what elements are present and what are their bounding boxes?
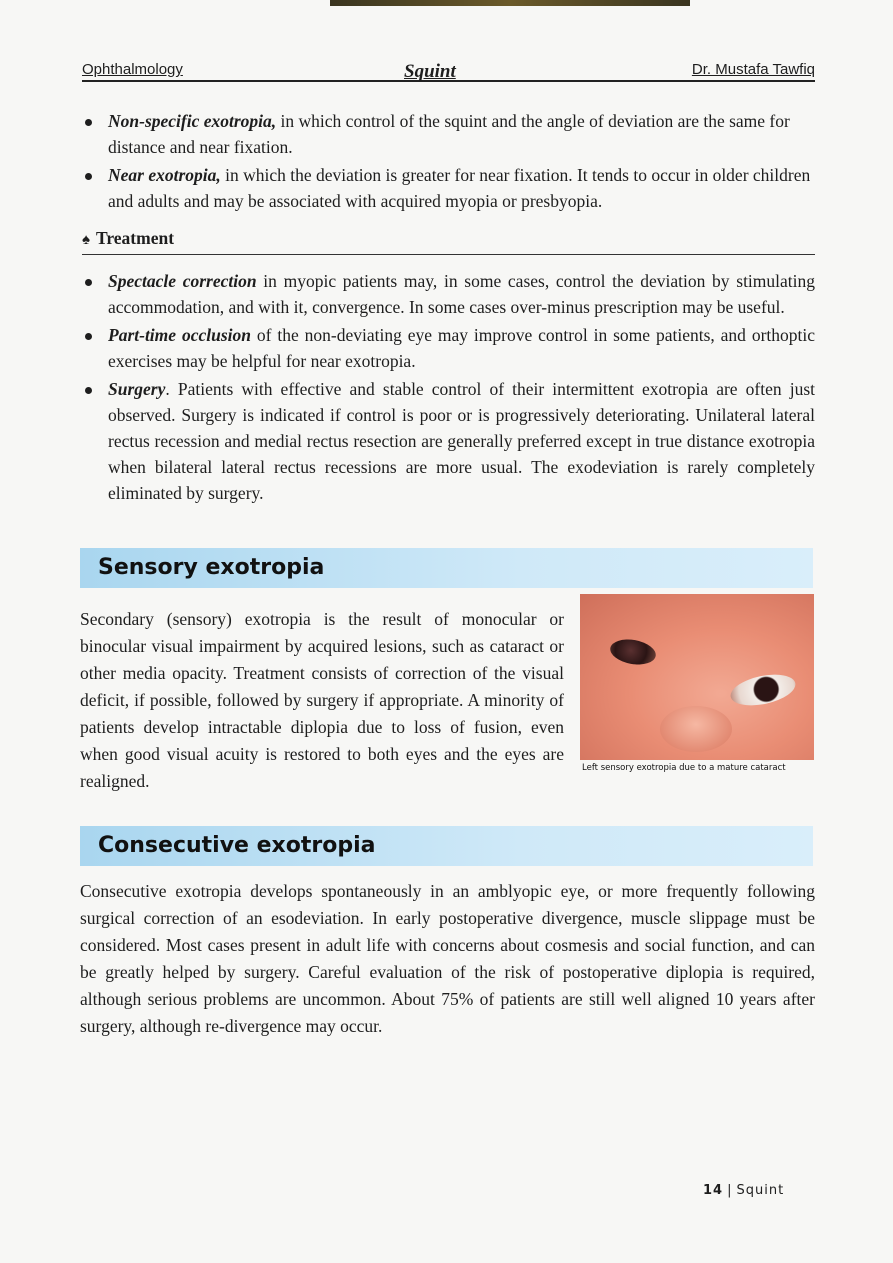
treatment-list	[82, 268, 815, 508]
bullet-icon	[85, 279, 92, 286]
photo-caption: Left sensory exotropia due to a mature cataract	[582, 763, 786, 773]
list-item	[82, 322, 815, 374]
header-chapter: Squint	[404, 61, 456, 82]
bullet-icon	[85, 119, 92, 126]
bullet-icon	[85, 387, 92, 394]
list-item-term: Non-specific exotropia,	[108, 111, 277, 131]
treatment-heading-text: Treatment	[95, 228, 175, 248]
page-footer	[703, 1183, 784, 1198]
section-title-sensory: Sensory exotropia	[80, 548, 813, 588]
header-author: Dr. Mustafa Tawfiq	[691, 61, 815, 78]
list-item-text: . Patients with effective and stable control of their intermittent exotropia are often just observed. Surgery is indicated if control is poor or is progressively deteriorating. Unilateral lateral rectus recession and medial rectus resection are generally preferred except in true distance exotropia when bilateral lateral rectus recessions are more usual. The exodeviation is rarely completely eliminated by surgery.	[108, 379, 815, 503]
list-item	[82, 376, 815, 506]
list-item-text: in which control of the squint and the angle of deviation are the same for distance and near fixation.	[108, 111, 790, 157]
list-item	[82, 108, 815, 160]
sensory-paragraph: Secondary (sensory) exotropia is the result of monocular or binocular visual impairment by acquired lesions, such as cataract or other media opacity. Treatment consists of correction of the visual deficit, if possible, followed by surgery if appropriate. A minority of patients develop intractable diplopia due to loss of fusion, even when good visual acuity is restored to both eyes and the eyes are realigned.	[80, 609, 564, 791]
bullet-icon	[85, 173, 92, 180]
list-item-term: Surgery	[108, 379, 166, 399]
clinical-photo	[580, 594, 814, 760]
nose-image	[660, 706, 732, 752]
header-subject: Ophthalmology	[82, 61, 183, 78]
spade-icon: ♠	[82, 232, 90, 248]
list-item-term: Part-time occlusion	[108, 325, 251, 345]
list-item	[82, 268, 815, 320]
list-item	[82, 162, 815, 214]
list-item-text: in which the deviation is greater for near fixation. It tends to occur in older children and adults and may be associated with acquired myopia or presbyopia.	[108, 165, 811, 211]
top-edge-band	[330, 0, 690, 6]
consecutive-paragraph: Consecutive exotropia develops spontaneously in an amblyopic eye, or more frequently following surgical correction of an esodeviation. In early postoperative divergence, muscle slippage must be considered. Most cases present in adult life with concerns about cosmesis and social function, and can be greatly helped by surgery. Careful evaluation of the risk of postoperative diplopia is required, although serious problems are uncommon. About 75% of patients are still well aligned 10 years after surgery, although re-divergence may occur.	[80, 881, 815, 1036]
right-eye-image	[608, 636, 657, 668]
bullet-icon	[85, 333, 92, 340]
list-item-text: in myopic patients may, in some cases, control the deviation by stimulating accommodation, and with it, convergence. In some cases over-minus prescription may be useful.	[108, 271, 816, 317]
page-number: 14	[703, 1183, 724, 1198]
treatment-heading	[82, 228, 815, 255]
exotropia-types-list	[82, 108, 815, 216]
list-item-term: Near exotropia,	[108, 165, 221, 185]
footer-label: Squint	[736, 1183, 785, 1198]
list-item-term: Spectacle correction	[108, 271, 257, 291]
left-eye-cataract-image	[728, 669, 798, 710]
section-title-consecutive: Consecutive exotropia	[80, 826, 813, 866]
list-item-text: of the non-deviating eye may improve control in some patients, and orthoptic exercises may be helpful for near exotropia.	[108, 325, 816, 371]
footer-separator: |	[727, 1183, 733, 1198]
page-header	[82, 54, 815, 82]
